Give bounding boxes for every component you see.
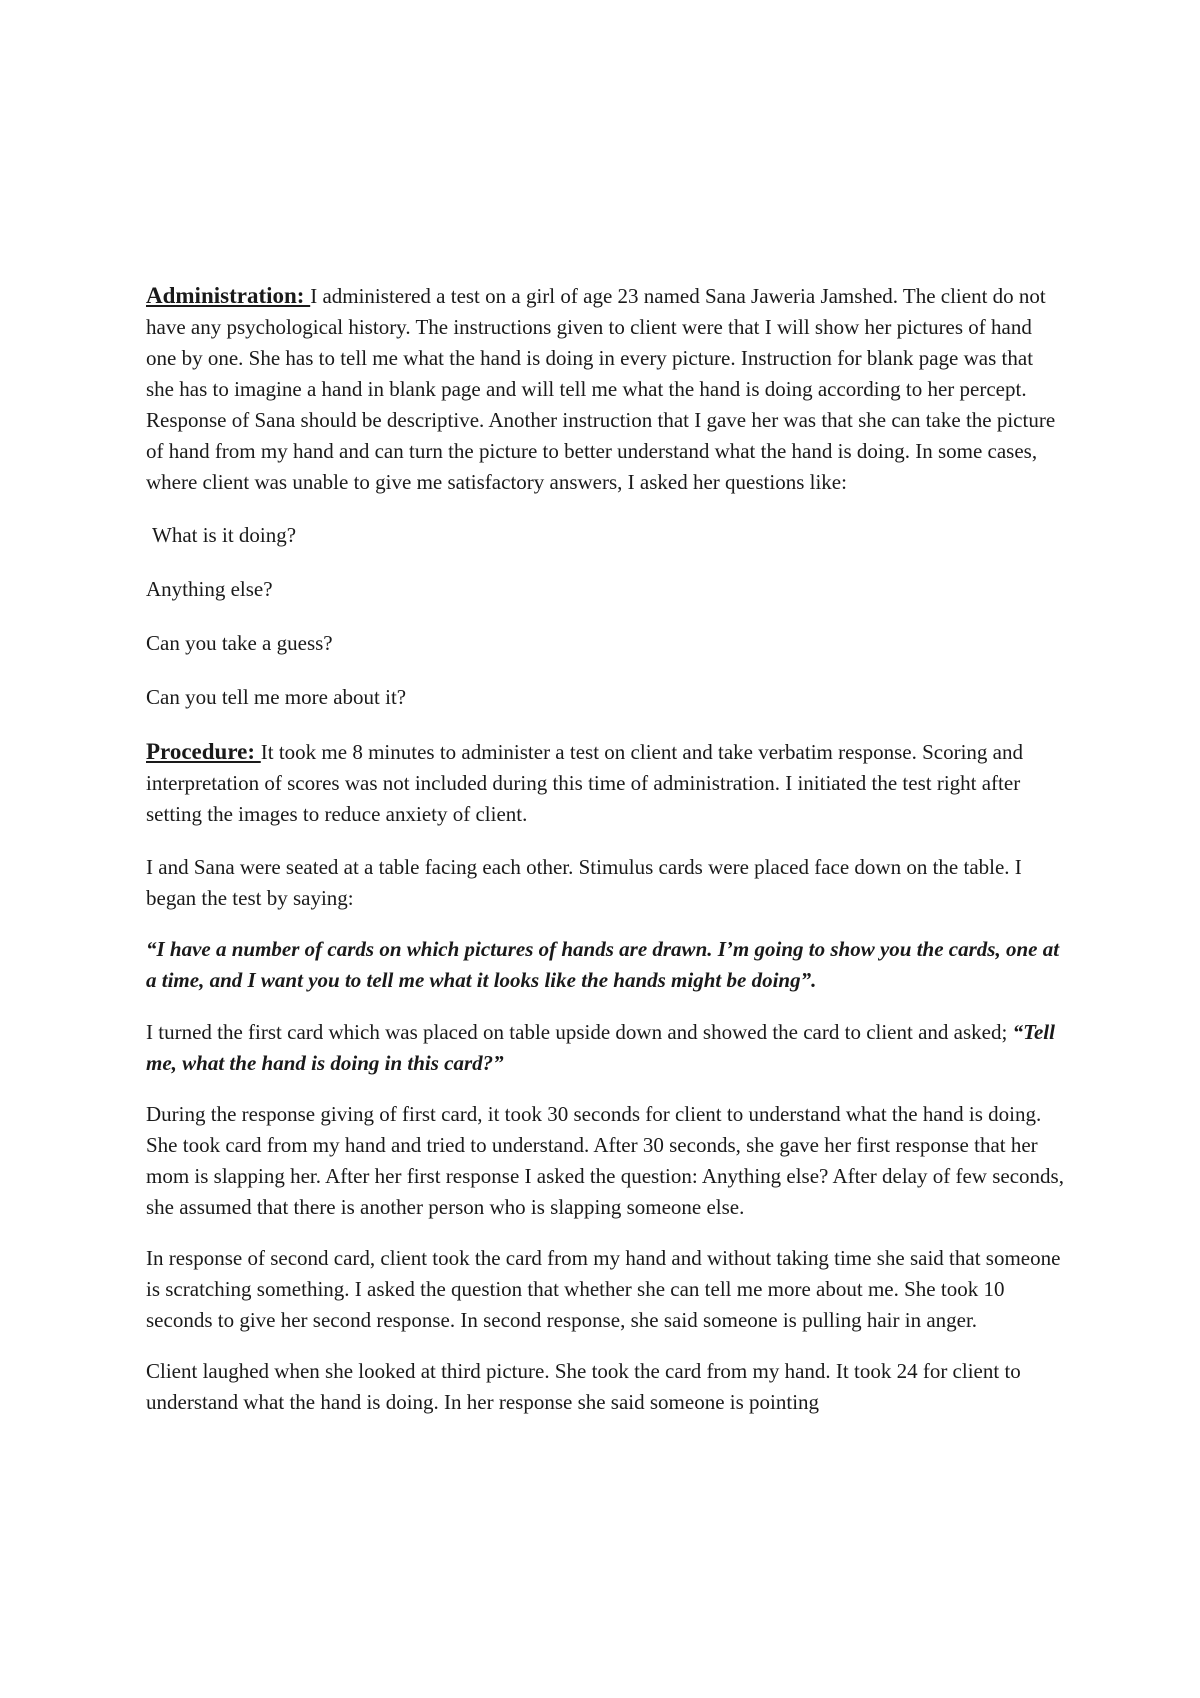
third-card-paragraph: Client laughed when she looked at third picture. She took the card from my hand. It took 24 for client to understand what the hand is doing. In her response she said someone is pointing bbox=[146, 1359, 1021, 1414]
procedure-paragraph bbox=[146, 736, 1066, 830]
administration-paragraph bbox=[146, 280, 1066, 498]
question-3: Can you take a guess? bbox=[146, 631, 333, 655]
administration-text: I administered a test on a girl of age 23 named Sana Jaweria Jamshed. The client do not have any psychological history. The instructions given to client were that I will show her pictures of hand one by one. She has to tell me what the hand is doing in every picture. Instruction for blank page was that she has to imagine a hand in blank page and will tell me what the hand is doing according to her percept. Response of Sana should be descriptive. Another instruction that I gave her was that she can take the picture of hand from my hand and can turn the picture to better understand what the hand is doing. In some cases, where client was unable to give me satisfactory answers, I asked her questions like: bbox=[146, 284, 1056, 494]
instruction-quote: “I have a number of cards on which pictures of hands are drawn. I’m going to show you the cards, one at a time, and I want you to tell me what it looks like the hands might be doing”. bbox=[146, 937, 1060, 992]
first-card-paragraph bbox=[146, 1017, 1066, 1079]
first-card-question: “Tell me, what the hand is doing in this card?” bbox=[146, 1020, 1055, 1075]
first-card-response-paragraph: During the response giving of first card, it took 30 seconds for client to understand what the hand is doing. She took card from my hand and tried to understand. After 30 seconds, she gave her first response that her mom is slapping her. After her first response I asked the question: Anything else? After delay of few seconds, she assumed that there is another person who is slapping someone else. bbox=[146, 1102, 1064, 1219]
administration-heading: Administration: bbox=[146, 283, 311, 308]
second-card-paragraph: In response of second card, client took the card from my hand and without taking time she said that someone is scratching something. I asked the question that whether she can tell me more about me. She took 10 seconds to give her second response. In second response, she said someone is pulling hair in anger. bbox=[146, 1246, 1061, 1332]
seating-paragraph: I and Sana were seated at a table facing each other. Stimulus cards were placed face down on the table. I began the test by saying: bbox=[146, 855, 1022, 910]
document-body bbox=[146, 280, 1066, 1438]
question-4: Can you tell me more about it? bbox=[146, 685, 407, 709]
procedure-text: It took me 8 minutes to administer a test on client and take verbatim response. Scoring and interpretation of scores was not included during this time of administration. I initiated the test right after setting the images to reduce anxiety of client. bbox=[146, 740, 1023, 826]
first-card-intro: I turned the first card which was placed on table upside down and showed the card to client and asked; bbox=[146, 1020, 1013, 1044]
question-2: Anything else? bbox=[146, 577, 273, 601]
procedure-heading: Procedure: bbox=[146, 739, 261, 764]
question-1: What is it doing? bbox=[152, 523, 297, 547]
